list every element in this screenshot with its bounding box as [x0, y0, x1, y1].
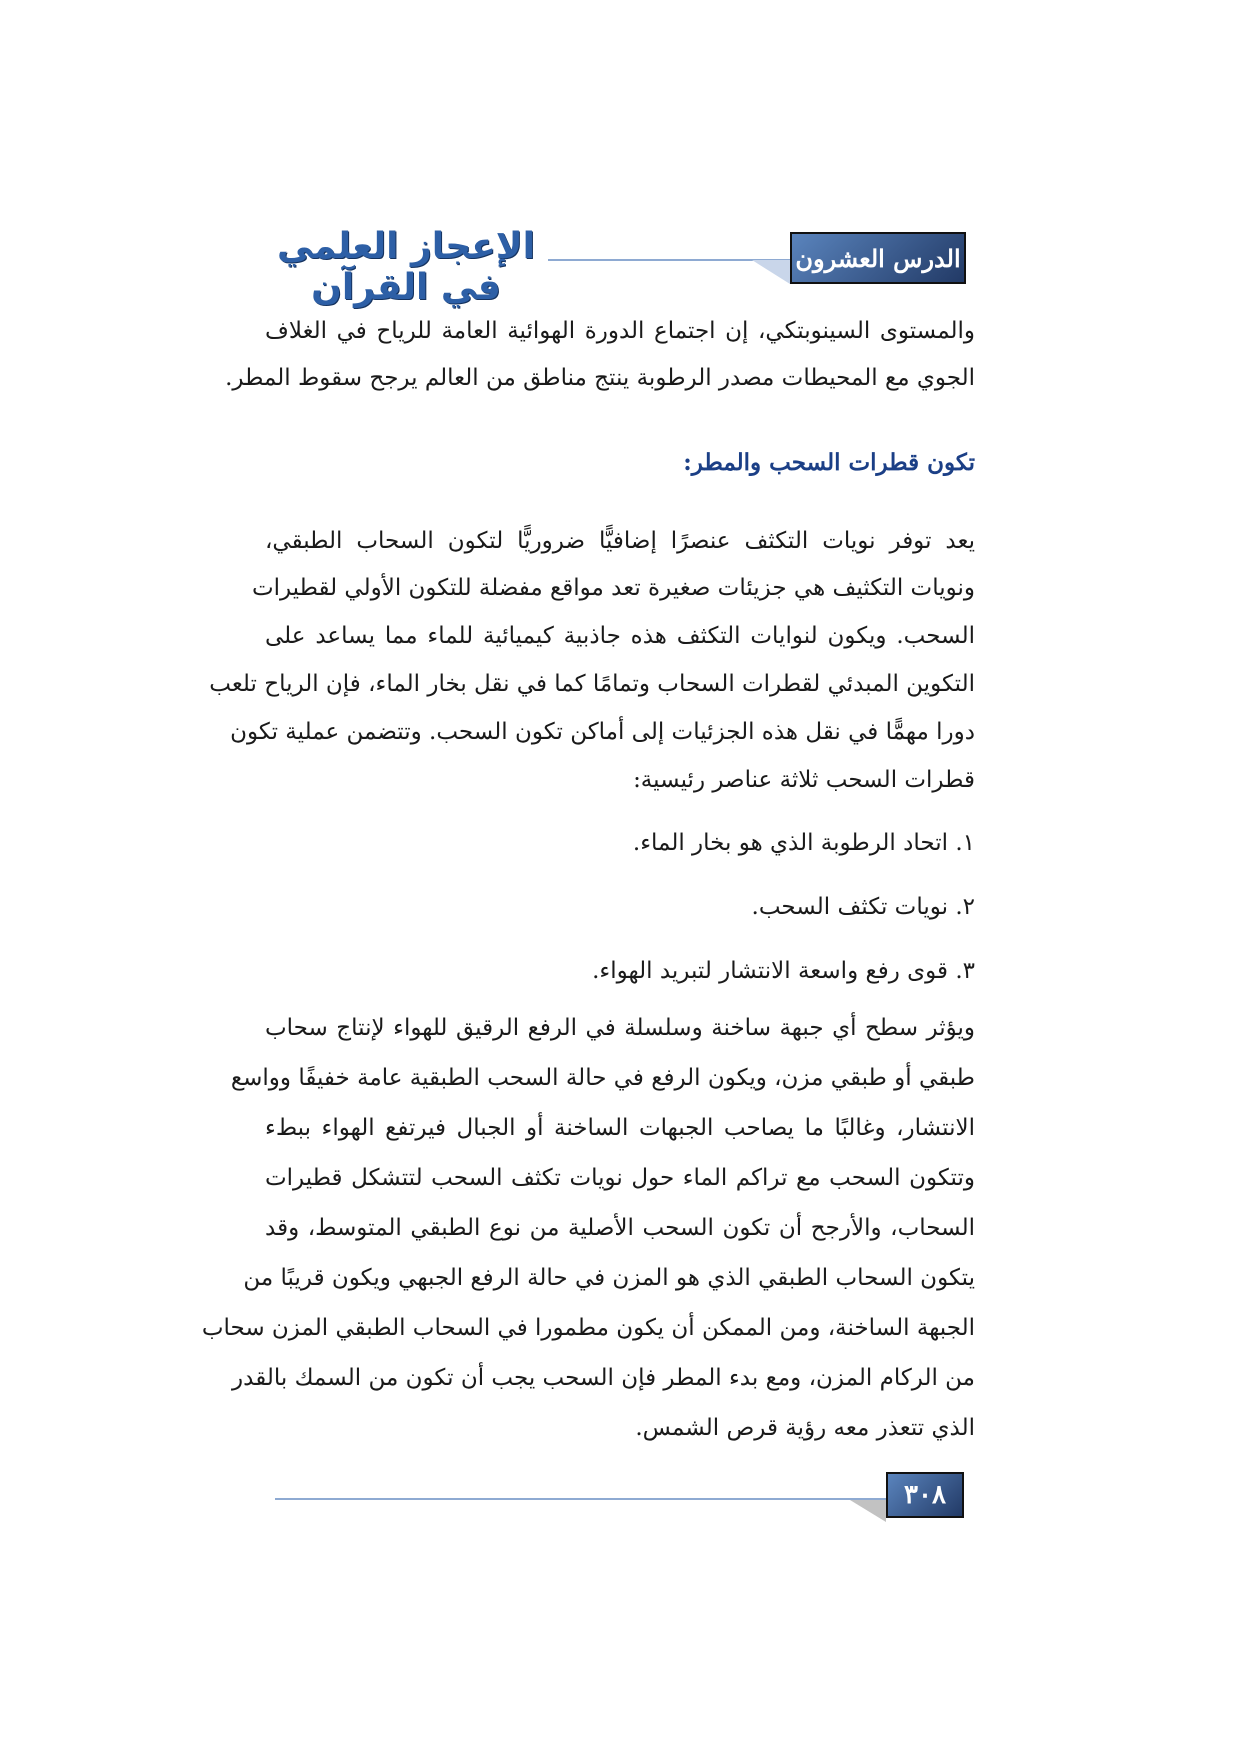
paragraph-line: الجوي مع المحيطات مصدر الرطوبة ينتج مناطق من العالم يرجح سقوط المطر. [225, 365, 975, 391]
paragraph-line: قطرات السحب ثلاثة عناصر رئيسية: [633, 767, 975, 793]
paragraph-line: وتتكون السحب مع تراكم الماء حول نويات تكثف السحب لتتشكل قطيرات [265, 1165, 975, 1191]
paragraph-line: ويؤثر سطح أي جبهة ساخنة وسلسلة في الرفع الرقيق للهواء لإنتاج سحاب [265, 1015, 975, 1041]
section-heading: تكون قطرات السحب والمطر: [683, 449, 975, 476]
list-item: ٣. قوى رفع واسعة الانتشار لتبريد الهواء. [592, 958, 975, 984]
paragraph-line: من الركام المزن، ومع بدء المطر فإن السحب يجب أن تكون من السمك بالقدر [232, 1365, 975, 1391]
paragraph-line: ونويات التكثيف هي جزيئات صغيرة تعد مواقع مفضلة للتكون الأولي لقطيرات [251, 575, 975, 601]
paragraph-line: السحاب، والأرجح أن تكون السحب الأصلية من نوع الطبقي المتوسط، وقد [265, 1215, 975, 1241]
paragraph-line: الانتشار، وغالبًا ما يصاحب الجبهات الساخنة أو الجبال فيرتفع الهواء ببطء [265, 1115, 975, 1141]
paragraph-line: الجبهة الساخنة، ومن الممكن أن يكون مطمورا في السحاب الطبقي المزن سحاب [201, 1315, 975, 1341]
book-title: الإعجاز العلمي في القرآن [277, 226, 535, 308]
paragraph-line: والمستوى السينوبتكي، إن اجتماع الدورة الهوائية العامة للرياح في الغلاف [265, 318, 975, 344]
paragraph-line: دورا مهمًّا في نقل هذه الجزئيات إلى أماكن تكون السحب. وتتضمن عملية تكون [230, 719, 975, 745]
header-decoration [752, 260, 790, 284]
paragraph-line: طبقي أو طبقي مزن، ويكون الرفع في حالة السحب الطبقية عامة خفيفًا وواسع [230, 1065, 975, 1091]
paragraph-line: التكوين المبدئي لقطرات السحاب وتمامًا كما في نقل بخار الماء، فإن الرياح تلعب [209, 671, 975, 697]
page-number: ٣٠٨ [886, 1472, 964, 1518]
paragraph-line: السحب. ويكون لنوايات التكثف هذه جاذبية كيميائية للماء مما يساعد على [265, 623, 975, 649]
footer-decoration [850, 1500, 886, 1522]
list-item: ١. اتحاد الرطوبة الذي هو بخار الماء. [632, 830, 975, 856]
paragraph-line: يعد توفر نويات التكثف عنصرًا إضافيًّا ضروريًّا لتكون السحاب الطبقي، [265, 528, 975, 554]
lesson-label: الدرس العشرون [790, 232, 966, 284]
paragraph-line: الذي تتعذر معه رؤية قرص الشمس. [635, 1415, 975, 1441]
footer-divider [275, 1498, 886, 1500]
list-item: ٢. نويات تكثف السحب. [751, 894, 975, 920]
paragraph-line: يتكون السحاب الطبقي الذي هو المزن في حالة الرفع الجبهي ويكون قريبًا من [243, 1265, 975, 1291]
